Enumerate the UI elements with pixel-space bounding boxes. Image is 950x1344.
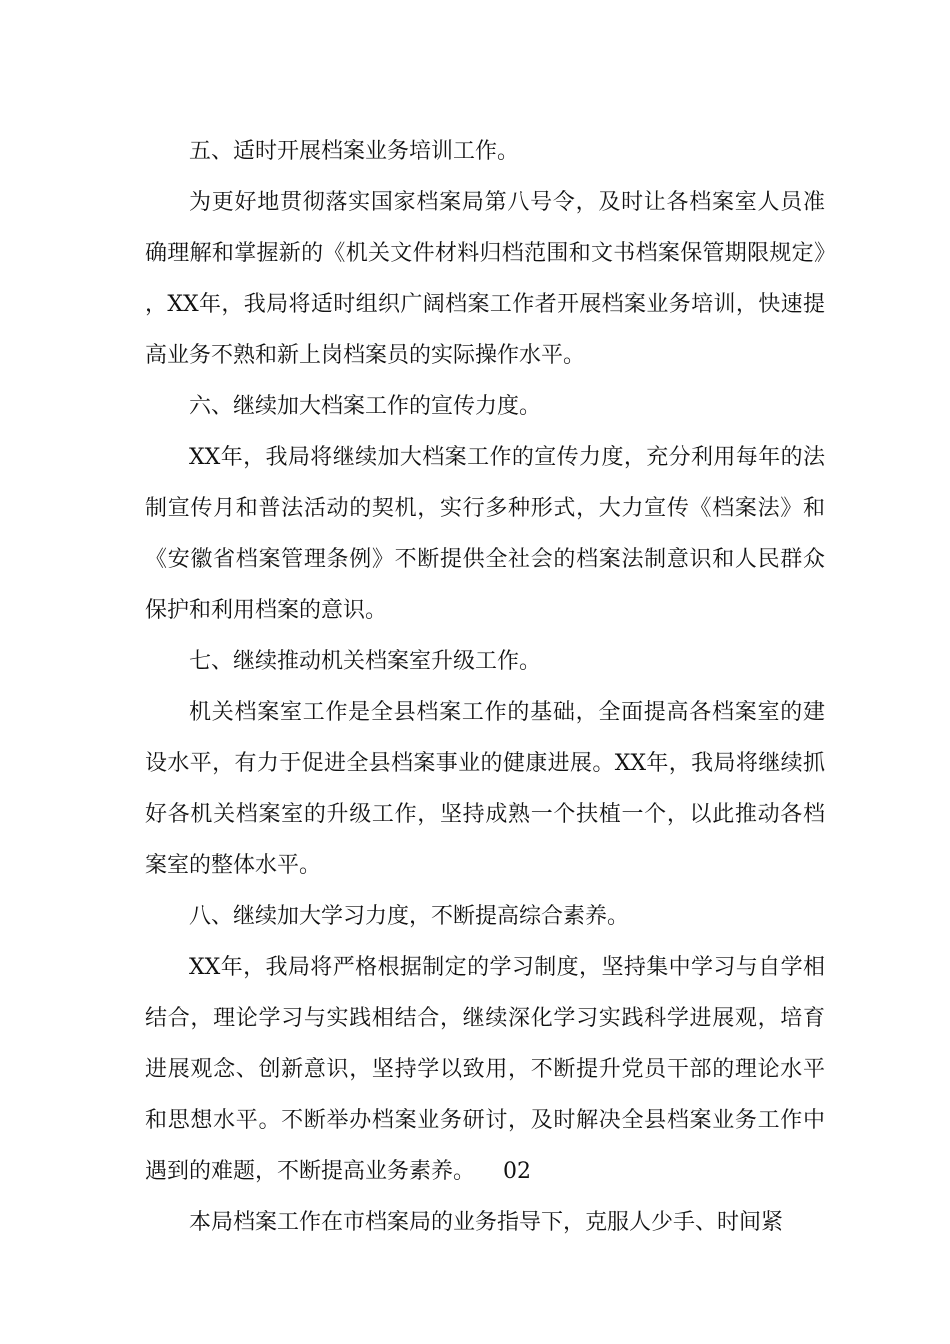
section-heading-6: 六、继续加大档案工作的宣传力度。 bbox=[189, 394, 542, 419]
section-body-5: 为更好地贯彻落实国家档案局第八号令，及时让各档案室人员准确理解和掌握新的《机关文件材料归档范围和文书档案保管期限规定》，XX年，我局将适时组织广阔档案工作者开展档案业务培训，快速提高业务不熟和新上岗档案员的实际操作水平。 bbox=[145, 190, 825, 368]
section-body-7: 机关档案室工作是全县档案工作的基础，全面提高各档案室的建设水平，有力于促进全县档案事业的健康进展。XX年，我局将继续抓好各机关档案室的升级工作，坚持成熟一个扶植一个，以此推动各档案室的整体水平。 bbox=[145, 700, 825, 878]
section-body-8 bbox=[145, 942, 825, 1197]
section-heading-5: 五、适时开展档案业务培训工作。 bbox=[189, 139, 520, 164]
section-heading-8: 八、继续加大学习力度，不断提高综合素养。 bbox=[189, 904, 630, 929]
section-marker: 02 bbox=[503, 1159, 532, 1184]
section-body-6: XX年，我局将继续加大档案工作的宣传力度，充分利用每年的法制宣传月和普法活动的契机，实行多种形式，大力宣传《档案法》和《安徽省档案管理条例》不断提供全社会的档案法制意识和人民群众保护和利用档案的意识。 bbox=[145, 445, 825, 623]
section-heading-7: 七、继续推动机关档案室升级工作。 bbox=[189, 649, 542, 674]
section-body-8-text: XX年，我局将严格根据制定的学习制度，坚持集中学习与自学相结合，理论学习与实践相结合，继续深化学习实践科学进展观，培育进展观念、创新意识，坚持学以致用，不断提升党员干部的理论水平和思想水平。不断举办档案业务研讨，及时解决全县档案业务工作中遇到的难题，不断提高业务素养。 bbox=[145, 955, 825, 1184]
closing-paragraph: 本局档案工作在市档案局的业务指导下，克服人少手、时间紧 bbox=[189, 1210, 784, 1235]
document-page bbox=[145, 126, 825, 1248]
